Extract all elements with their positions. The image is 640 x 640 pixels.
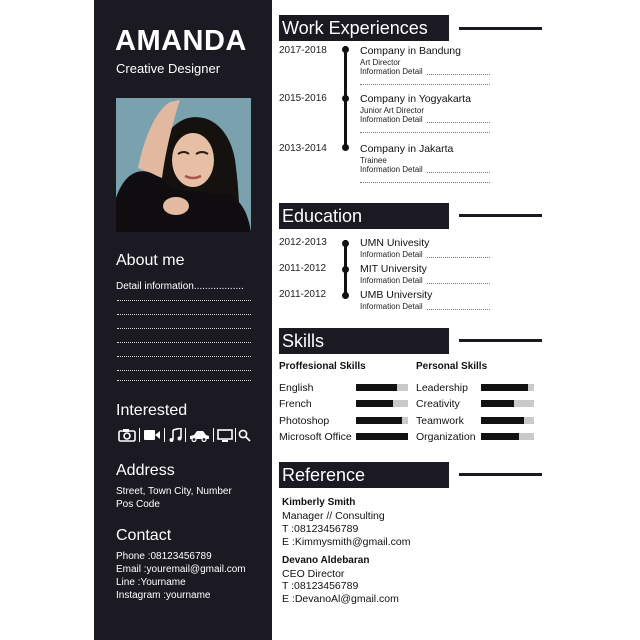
skill-name: English (279, 382, 314, 394)
address-line1: Street, Town City, Number (116, 486, 232, 497)
work-company: Company in Jakarta (360, 143, 454, 155)
about-line (117, 370, 251, 371)
detail-dotted-line (360, 84, 490, 85)
detail-dotted-line (427, 74, 490, 75)
work-position: Junior Art Director (360, 106, 425, 115)
skills-title-rule (459, 339, 542, 342)
about-line (117, 380, 251, 381)
reference-email: E :DevanoAl@gmail.com (282, 593, 399, 605)
skill-bar-fill (356, 400, 393, 407)
computer-icon (217, 429, 233, 442)
work-title: Work Experiences (279, 15, 449, 41)
education-school: MIT University (360, 263, 427, 275)
contact-line: Line :Yourname (116, 577, 186, 588)
education-title: Education (279, 203, 449, 229)
profile-role: Creative Designer (116, 61, 221, 76)
work-company: Company in Bandung (360, 45, 461, 57)
timeline-dot (342, 46, 349, 53)
contact-email: Email :youremail@gmail.com (116, 564, 246, 575)
skill-bar (356, 433, 408, 440)
reference-name: Devano Aldebaran (282, 555, 370, 566)
skill-bar-fill (481, 400, 514, 407)
about-line (117, 356, 251, 357)
work-detail: Information Detail (360, 165, 423, 174)
skill-bar (481, 400, 534, 407)
work-detail: Information Detail (360, 67, 423, 76)
work-years: 2015-2016 (279, 93, 327, 104)
work-years: 2017-2018 (279, 45, 327, 56)
timeline-dot (342, 144, 349, 151)
skills-title: Skills (279, 328, 449, 354)
work-position: Art Director (360, 58, 401, 67)
skill-name: Microsoft Office (279, 431, 352, 443)
education-detail: Information Detail (360, 302, 423, 311)
detail-dotted-line (360, 182, 490, 183)
work-position: Trainee (360, 156, 387, 165)
skill-name: Teamwork (416, 415, 464, 427)
skill-name: Photoshop (279, 415, 330, 427)
skill-bar (356, 417, 408, 424)
timeline-dot (342, 240, 349, 247)
skill-name: Creativity (416, 398, 460, 410)
contact-phone: Phone :08123456789 (116, 551, 212, 562)
detail-dotted-line (427, 283, 490, 284)
about-line (117, 342, 251, 343)
skill-bar-fill (481, 384, 528, 391)
detail-dotted-line (427, 309, 490, 310)
skill-bar (356, 400, 408, 407)
professional-skills-title: Proffesional Skills (279, 361, 366, 372)
education-school: UMB University (360, 289, 433, 301)
contact-instagram: Instagram :yourname (116, 590, 211, 601)
skill-bar-fill (356, 384, 397, 391)
work-detail: Information Detail (360, 115, 423, 124)
detail-dotted-line (427, 257, 490, 258)
reference-phone: T :08123456789 (282, 523, 359, 535)
reference-email: E :Kimmysmith@gmail.com (282, 536, 411, 548)
skill-bar-fill (356, 433, 408, 440)
skill-bar (481, 417, 534, 424)
personal-skills-title: Personal Skills (416, 361, 488, 372)
skill-name: Leadership (416, 382, 468, 394)
education-school: UMN Univesity (360, 237, 430, 249)
about-text: Detail information.................. (116, 281, 244, 292)
reference-name: Kimberly Smith (282, 497, 356, 508)
reference-title-rule (459, 473, 542, 476)
search-icon (238, 429, 251, 442)
detail-dotted-line (427, 122, 490, 123)
about-title: About me (116, 252, 185, 269)
work-years: 2013-2014 (279, 143, 327, 154)
work-title-rule (459, 27, 542, 30)
timeline-dot (342, 95, 349, 102)
video-camera-icon (143, 429, 161, 441)
reference-position: Manager // Consulting (282, 510, 385, 522)
skill-name: Organization (416, 431, 476, 443)
about-line (117, 314, 251, 315)
skill-name: French (279, 398, 312, 410)
work-company: Company in Yogyakarta (360, 93, 471, 105)
profile-photo (116, 98, 251, 232)
education-detail: Information Detail (360, 276, 423, 285)
camera-icon (118, 428, 136, 442)
skill-bar (356, 384, 408, 391)
education-title-rule (459, 214, 542, 217)
detail-dotted-line (427, 172, 490, 173)
reference-phone: T :08123456789 (282, 580, 359, 592)
profile-name: AMANDA (115, 25, 247, 57)
education-years: 2011-2012 (279, 289, 327, 300)
reference-title: Reference (279, 462, 449, 488)
contact-title: Contact (116, 527, 172, 544)
education-detail: Information Detail (360, 250, 423, 259)
reference-position: CEO Director (282, 568, 345, 580)
skill-bar (481, 384, 534, 391)
timeline-dot (342, 266, 349, 273)
detail-dotted-line (360, 132, 490, 133)
timeline-dot (342, 292, 349, 299)
education-years: 2011-2012 (279, 263, 327, 274)
address-line2: Pos Code (116, 499, 160, 510)
education-years: 2012-2013 (279, 237, 327, 248)
skill-bar-fill (481, 433, 519, 440)
about-line (117, 300, 251, 301)
music-icon (168, 428, 182, 442)
car-icon (188, 430, 210, 442)
interested-title: Interested (116, 402, 188, 419)
skill-bar-fill (481, 417, 524, 424)
skill-bar (481, 433, 534, 440)
about-line (117, 328, 251, 329)
address-title: Address (116, 462, 175, 479)
skill-bar-fill (356, 417, 402, 424)
